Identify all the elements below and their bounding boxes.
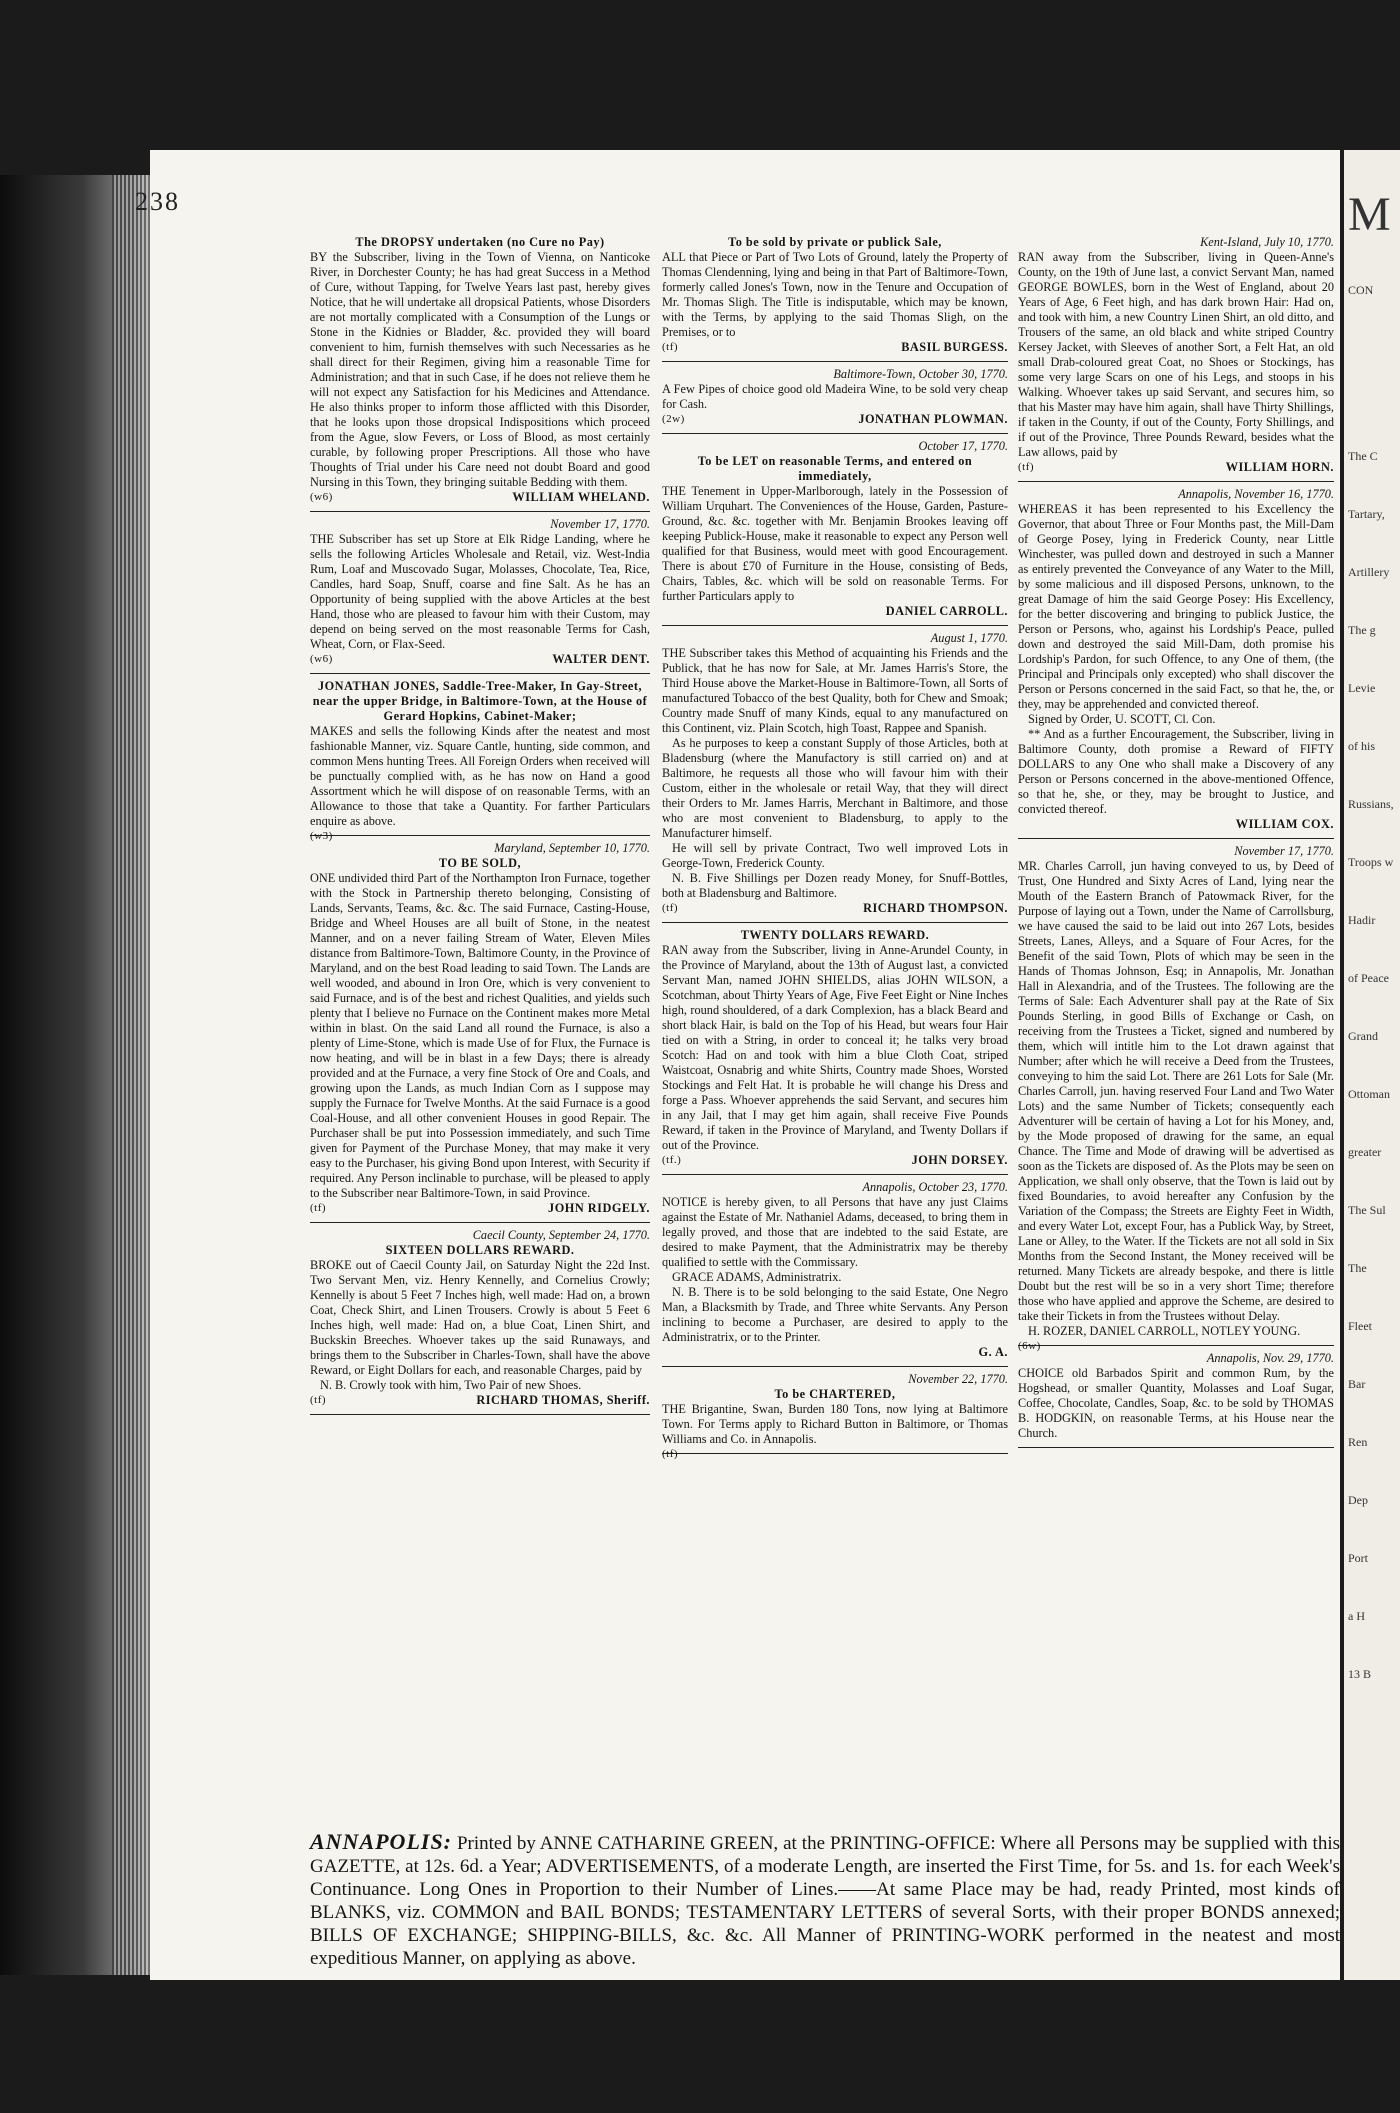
ad-run-tag: (tf)	[310, 1394, 327, 1406]
facing-page-fragment: a H	[1348, 1609, 1365, 1623]
facing-page-fragment: M	[1348, 188, 1391, 241]
imprint-place: ANNAPOLIS:	[310, 1829, 453, 1854]
column-rule	[662, 433, 1008, 434]
ad-paragraph: RAN away from the Subscriber, living in Queen-Anne's County, on the 19th of June last, a convict Servant Man, named GEORGE BOWLES, born in the West of England, about 20 Years of Age, 6 Feet high, and has dark brown Hair: Had on, and took with him, a new Country Linen Shirt, an old ditto, and Trousers of the same, an old black and white striped Country Kersey Jacket, with Sleeves of another Sort, a Felt Hat, an old small Drab-coloured great Coat, no Shoes or Stockings, has some very large Scars on one of his Legs, and stoops in his Walking. Whoever takes up said Servant, and secures him, so that his Master may have him again, shall have Thirty Shillings, if taken in the County, if out of the County, Forty Shillings, and if out of the Province, Three Pounds Reward, besides what the Law allows, paid by	[1018, 250, 1334, 459]
ad-date: November 22, 1770.	[908, 1372, 1008, 1386]
ad-paragraph: N. B. Five Shillings per Dozen ready Money, for Snuff-Bottles, both at Bladensburg and Baltimore.	[662, 871, 1008, 900]
advertisement	[662, 1180, 1008, 1360]
facing-page-fragment: The g	[1348, 623, 1376, 637]
column-rule	[1018, 481, 1334, 482]
ad-paragraph: RAN away from the Subscriber, living in Anne-Arundel County, in the Province of Maryland, about the 13th of August last, a convicted Servant Man, named JOHN SHIELDS, alias JOHN WILSON, a Scotchman, about Thirty Years of Age, Five Feet Eight or Nine Inches high, round shouldered, of a dark Complexion, has a black Beard and short black Hair, is bald on the Top of his Head, but wears four Hair tied on with a String, in order to conceal it; he talks very broad Scotch: Had on and took with him a blue Cloth Coat, striped Waistcoat, Osnabrig and white Shirts, Country made Shoes, Worsted Stockings and Felt Hat. It is probable he will change his Dress and forge a Pass. Whoever apprehends the said Servant, and secures him in any Jail, that I may get him again, shall receive Five Pounds Reward, if taken in the Province of Maryland, and Twenty Dollars if out of the Province.	[662, 943, 1008, 1152]
column-rule	[1018, 838, 1334, 839]
ad-run-tag: (w3)	[310, 830, 333, 842]
column-3	[1018, 235, 1334, 1453]
column-2	[662, 235, 1008, 1462]
facing-page-fragment: Levie	[1348, 681, 1376, 695]
ad-signature-line	[662, 1153, 1008, 1168]
ad-signature-line	[310, 1393, 650, 1408]
ad-date: November 17, 1770.	[550, 517, 650, 531]
ad-signature: DANIEL CARROLL.	[885, 604, 1008, 618]
ad-paragraph: ONE undivided third Part of the Northampton Iron Furnace, together with the Stock in Partnership thereto belonging, Consisting of Lands, Servants, Teams, &c. &c. The said Furnace, Casting-House, Bridge and Wheel Houses are all built of Stone, in the neatest Manner, and on a never failing Stream of Water, Eleven Miles distance from Baltimore-Town, Baltimore County, in the Province of Maryland, and on the best Road leading to said Town. The Lands are well wooded, and abound in Iron Ore, which is very convenient to said Furnace, and is of the best and richest Qualities, and yields such plenty that I believe no Furnace on the Continent makes more Metal within in blast. On the said Land all round the Furnace, is also a plenty of Lime-Stone, which is made Use of for Flux, the Furnace is now heating, and will be in blast in a few Days; there is already provided and at the Furnace, a very fine Stock of Ore and Coals, and growing upon the Lands, as much Indian Corn as I suppose may supply the Furnace for Twelve Months. At the said Furnace is a good Coal-House, and all other convenient Houses in good Repair. The Purchaser shall be put into Possession immediately, and such Time given for Payment of the Purchase Money, that may make it very easy to the Purchaser, his giving Bond upon Interest, with Security if required. Any Person inclinable to purchase, will be pleased to apply to the Subscriber near Baltimore-Town, in said Province.	[310, 871, 650, 1200]
ad-run-tag: (tf)	[1018, 461, 1035, 473]
ad-signature-line	[662, 340, 1008, 355]
ad-paragraph: He will sell by private Contract, Two well improved Lots in George-Town, Frederick County.	[662, 841, 1008, 870]
advertisement	[1018, 844, 1334, 1352]
facing-page-fragment: Dep	[1348, 1493, 1368, 1507]
ad-signature-line	[662, 412, 1008, 427]
ad-run-tag: (tf)	[662, 341, 679, 353]
ad-signature: WILLIAM WHELAND.	[512, 490, 650, 504]
facing-page-fragment: Ottoman	[1348, 1087, 1390, 1101]
ad-run-tag: (tf)	[662, 902, 679, 914]
advertisement	[662, 928, 1008, 1168]
advertisement	[662, 367, 1008, 427]
facing-page-fragment: 13 B	[1348, 1667, 1372, 1681]
ad-paragraph: As he purposes to keep a constant Supply of those Articles, both at Bladensburg (where the Manufactory is still carried on) and at Baltimore, he requests all those who will favour him with their Custom, either in the wholesale or retail Way, that they will direct their Orders to Mr. James Harris, Merchant in Baltimore, and those who are most convenient to Bladensburg, to apply to the Manufacturer himself.	[662, 736, 1008, 840]
column-rule	[662, 1366, 1008, 1367]
column-rule	[310, 835, 650, 836]
facing-page-fragment: Tartary,	[1348, 507, 1385, 521]
advertisement	[1018, 1351, 1334, 1441]
facing-page-fragment: of Peace	[1348, 971, 1389, 985]
advertisement	[1018, 487, 1334, 832]
ad-heading: TWENTY DOLLARS REWARD.	[740, 928, 930, 942]
column-rule	[310, 511, 650, 512]
ad-date: Annapolis, October 23, 1770.	[862, 1180, 1008, 1194]
ad-heading: SIXTEEN DOLLARS REWARD.	[385, 1243, 575, 1257]
ad-heading: TO BE SOLD,	[438, 856, 522, 870]
facing-page-fragment: Fleet	[1348, 1319, 1372, 1333]
ad-paragraph: ALL that Piece or Part of Two Lots of Ground, lately the Property of Thomas Clendenning, lying and being in that Part of Baltimore-Town, formerly called Jones's Town, now in the Tenure and Occupation of Mr. Thomas Sligh. The Title is indisputable, which may be known, with the Terms, by applying to the said Thomas Sligh, on the Premises, or to	[662, 250, 1008, 339]
ad-paragraph: Signed by Order, U. SCOTT, Cl. Con.	[1028, 712, 1216, 726]
ad-run-tag: (2w)	[662, 413, 685, 425]
ad-paragraph: WHEREAS it has been represented to his Excellency the Governor, that about Three or Four Months past, the Mill-Dam of George Posey, lying in Frederick County, near Little Winchester, was pulled down and destroyed in such a Manner as entirely prevented the Conveyance of any Water to the Mill, by some malicious and ill disposed Persons, unknown, to the great Damage of him the said George Posey: His Excellency, for the better discovering and bringing to publick Justice, the Person or Persons, who, against his Lordship's Peace, pulled down and destroyed the said Mill-Dam, doth promise his Lordship's Pardon, for such Offence, to any One of them, (the Principal and Principals only excepted) who shall discover the Person or Persons concerned in the said Fact, so that he, the, or they, may be apprehended and convicted thereof.	[1018, 502, 1334, 711]
ad-paragraph: THE Tenement in Upper-Marlborough, lately in the Possession of William Urquhart. The Conveniences of the House, Garden, Pasture-Ground, &c. &c. together with Mr. Benjamin Brookes leaving off keeping Publick-House, make it reasonable to expect any Person well qualified for that Business, would meet with good Encouragement. There is about £70 of Furniture in the House, consisting of Beds, Chairs, Tables, &c. which will be sold on reasonable Terms. For further Particulars apply to	[662, 484, 1008, 603]
ad-heading: JONATHAN JONES, Saddle-Tree-Maker, In Gay-Street, near the upper Bridge, in Baltimore-Town, at the House of Gerard Hopkins, Cabinet-Maker;	[312, 679, 648, 723]
advertisement	[310, 517, 650, 667]
advertisement	[310, 1228, 650, 1408]
facing-page-fragment: CON	[1348, 283, 1374, 297]
facing-page-fragment: The	[1348, 1261, 1367, 1275]
column-rule	[310, 673, 650, 674]
column-rule	[310, 1414, 650, 1415]
ad-signature-line	[662, 604, 1008, 619]
ad-signature: RICHARD THOMPSON.	[863, 901, 1008, 915]
ad-paragraph: MAKES and sells the following Kinds after the neatest and most fashionable Manner, viz. Square Cantle, hunting, side common, and common Mens hunting Trees. All Foreign Orders when received will be punctually complied with, as he has now on Hand a good Assortment which he will dispose of on reasonable Terms, with an Allowance to those that take a Quantity. For farther Particulars enquire as above.	[310, 724, 650, 828]
ad-paragraph: BY the Subscriber, living in the Town of Vienna, on Nanticoke River, in Dorchester County; he has had great Success in a Method of Cure, without Tapping, for Twelve Years last past, hereby gives Notice, that he will undertake all dropsical Patients, whose Disorders are not mortally complicated with a Consumption of the Lungs or Stone in the Kidnies or Bladder, &c. provided they will board convenient to him, furnish themselves with such Necessaries as he shall direct for their Regimen, giving him a reasonable Time for Administration; and that in such Case, if he does not relieve them he will not expect any Satisfaction for his Medicines and Attendance. He also thinks proper to inform those afflicted with this Disorder, that he looks upon those dropsical Indispositions which proceed from the Ague, slow Fevers, or Loss of Blood, as most certainly curable, by following proper Prescriptions. All those who have Thoughts of Trial under his Care need not doubt Board and good Nursing in this Town, they bringing suitable Bedding with them.	[310, 250, 650, 489]
facing-page-fragment: Bar	[1348, 1377, 1366, 1391]
facing-page-fragment: Troops w	[1348, 855, 1394, 869]
ad-date: November 17, 1770.	[1234, 844, 1334, 858]
ad-run-tag: (tf)	[662, 1448, 679, 1460]
ad-signature-line	[310, 652, 650, 667]
page-number: 238	[135, 187, 180, 216]
ad-heading: To be LET on reasonable Terms, and entered on immediately,	[697, 454, 973, 483]
ad-paragraph: THE Brigantine, Swan, Burden 180 Tons, now lying at Baltimore Town. For Terms apply to Richard Button in Baltimore, or Thomas Williams and Co. in Annapolis.	[662, 1402, 1008, 1446]
ad-signature: WILLIAM HORN.	[1225, 460, 1334, 474]
advertisement	[310, 235, 650, 505]
ad-signature-line	[310, 1201, 650, 1216]
ad-signature: RICHARD THOMAS, Sheriff.	[476, 1393, 650, 1407]
advertisement	[662, 631, 1008, 916]
ad-date: Maryland, September 10, 1770.	[494, 841, 650, 855]
facing-page-edge	[1340, 150, 1400, 1980]
ad-heading: To be sold by private or publick Sale,	[728, 235, 942, 249]
ad-run-tag: (tf)	[310, 1202, 327, 1214]
imprint-footer	[310, 1830, 1340, 1970]
imprint-text: Printed by ANNE CATHARINE GREEN, at the PRINTING-OFFICE: Where all Persons may be supplied with this GAZETTE, at 12s. 6d. a Year; ADVERTISEMENTS, of a moderate Length, are inserted the First Time, for 5s. and 1s. for each Week's Continuance. Long Ones in Proportion to their Number of Lines.——At same Place may be had, ready Printed, most kinds of BLANKS, viz. COMMON and BAIL BONDS; TESTAMENTARY LETTERS of several Sorts, with their proper BONDS annexed; BILLS OF EXCHANGE; SHIPPING-BILLS, &c. &c. All Manner of PRINTING-WORK performed in the neatest and most expeditious Manner, on applying as above.	[310, 1833, 1341, 1969]
ad-date: Annapolis, Nov. 29, 1770.	[1206, 1351, 1334, 1365]
advertisement	[662, 235, 1008, 355]
facing-page-fragment: The C	[1348, 449, 1378, 463]
advertisement	[662, 439, 1008, 619]
ad-heading: The DROPSY undertaken (no Cure no Pay)	[355, 235, 605, 249]
advertisement	[662, 1372, 1008, 1460]
page-edges	[112, 175, 152, 1975]
ad-paragraph: THE Subscriber takes this Method of acquainting his Friends and the Publick, that he has now for Sale, at Mr. James Harris's Store, the Third House above the Market-House in Baltimore-Town, all Sorts of manufactured Tobacco of the best Quality, both for Chew and Smoak; Country made Snuff of many Kinds, equal to any manufactured on this Continent, viz. Plain Scotch, high Toast, Rappee and Spanish.	[662, 646, 1008, 735]
facing-page-fragment: greater	[1348, 1145, 1382, 1159]
column-rule	[310, 1222, 650, 1223]
facing-page-fragment: Artillery	[1348, 565, 1390, 579]
column-rule	[662, 1453, 1008, 1454]
ad-run-tag: (w6)	[310, 491, 333, 503]
ad-date: Caecil County, September 24, 1770.	[472, 1228, 650, 1242]
facing-page-fragment: Russians,	[1348, 797, 1394, 811]
facing-page-fragment: of his	[1348, 739, 1375, 753]
column-1	[310, 235, 650, 1420]
ad-date: October 17, 1770.	[918, 439, 1008, 453]
ad-paragraph: GRACE ADAMS, Administratrix.	[672, 1270, 842, 1284]
facing-page-fragment: The Sul	[1348, 1203, 1386, 1217]
ad-run-tag: (6w)	[1018, 1340, 1041, 1352]
ad-date: August 1, 1770.	[930, 631, 1008, 645]
ad-signature-line	[662, 901, 1008, 916]
facing-page-fragment: Grand	[1348, 1029, 1378, 1043]
ad-signature: JOHN RIDGELY.	[548, 1201, 650, 1215]
ad-signature: JOHN DORSEY.	[911, 1153, 1008, 1167]
ad-paragraph: N. B. There is to be sold belonging to the said Estate, One Negro Man, a Blacksmith by Trade, and Three white Servants. Any Person inclining to become a Purchaser, are desired to apply to the Administratrix, or to the Printer.	[662, 1285, 1008, 1344]
ad-date: Annapolis, November 16, 1770.	[1178, 487, 1334, 501]
ad-paragraph: NOTICE is hereby given, to all Persons that have any just Claims against the Estate of Mr. Nathaniel Adams, deceased, to bring them in legally proved, and those that are indebted to the said Estate, are desired to make Payment, that the Administratrix may be thereby qualified to settle with the Commissary.	[662, 1195, 1008, 1269]
ad-signature: WALTER DENT.	[552, 652, 650, 666]
ad-date: Baltimore-Town, October 30, 1770.	[833, 367, 1008, 381]
ad-signature: JONATHAN PLOWMAN.	[858, 412, 1008, 426]
ad-signature-line	[662, 1345, 1008, 1360]
ad-signature-line	[1018, 460, 1334, 475]
ad-date: Kent-Island, July 10, 1770.	[1200, 235, 1334, 249]
ad-paragraph: H. ROZER, DANIEL CARROLL, NOTLEY YOUNG.	[1028, 1324, 1301, 1338]
advertisement	[310, 679, 650, 842]
column-rule	[662, 1174, 1008, 1175]
column-rule	[1018, 1345, 1334, 1346]
ad-signature: BASIL BURGESS.	[901, 340, 1008, 354]
facing-page-fragment: Port	[1348, 1551, 1369, 1565]
ad-paragraph: ** And as a further Encouragement, the Subscriber, living in Baltimore County, doth promise a Reward of FIFTY DOLLARS to any One who shall make a Discovery of any Person or Persons concerned in the above-mentioned Offence, so that he, she, or they, may be brought to Justice, and convicted thereof.	[1018, 727, 1334, 816]
ad-heading: To be CHARTERED,	[774, 1387, 896, 1401]
column-rule	[662, 625, 1008, 626]
advertisement	[310, 841, 650, 1216]
ad-paragraph: MR. Charles Carroll, jun having conveyed to us, by Deed of Trust, One Hundred and Sixty Acres of Land, lying near the Mouth of the Eastern Branch of Patowmack River, for the Purpose of laying out a Town, under the Name of Carrollsburg, we have caused the said to be laid out into 267 Lots, besides Streets, Lanes, Alleys, and a Square of Four Acres, for the Benefit of the said Town, Plots of which may be seen in the Hands of Thomas Johnson, Esq; in Annapolis, Mr. Jonathan Hall in Alexandria, and of the Trustees. The following are the Terms of Sale: Each Adventurer shall pay at the Rate of Six Pounds Sterling, in good Bills of Exchange or Cash, on receiving from the Trustees a Ticket, signed and numbered by them, which will intitle him to the Lot drawn against that Number; after which he will receive a Deed from the Trustees, conveying to him the said Lot. There are 261 Lots for Sale (Mr. Charles Carroll, jun. having reserved Four Land and Two Water Lots) and the same Number of Tickets; consequently each Adventurer will be certain of having a Lot for his Money, and, by the Mode proposed of drawing for the same, an equal Chance. The Time and Mode of drawing will be advertised as soon as the Tickets are disposed of. As the Plots may be seen on Application, we shall only observe, that the Town is laid out by fixed Boundaries, to avoid hereafter any Confusion by the Variation of the Compass; the Streets are Eighty Feet in Width, and every Water Lot, except Four, has a Publick Way, by Street, Lane or Alley, to the Water. If the Tickets are not all sold in Six Months from the Second Instant, the Money received will be returned. Many Tickets are already bespoke, and there is little Doubt but the rest will be so in a very short Time; therefore those who have applied and approve the Scheme, are desired to take their Tickets in from the Trustees without Delay.	[1018, 859, 1334, 1323]
advertisement	[1018, 235, 1334, 475]
facing-page-fragment: Ren	[1348, 1435, 1368, 1449]
facing-page-fragment: Hadir	[1348, 913, 1376, 927]
ad-signature: G. A.	[978, 1345, 1008, 1359]
column-rule	[1018, 1447, 1334, 1448]
column-rule	[662, 361, 1008, 362]
ad-signature: WILLIAM COX.	[1235, 817, 1334, 831]
ad-signature-line	[1018, 817, 1334, 832]
ad-paragraph: A Few Pipes of choice good old Madeira Wine, to be sold very cheap for Cash.	[662, 382, 1008, 411]
ad-paragraph: CHOICE old Barbados Spirit and common Rum, by the Hogshead, or smaller Quantity, Molasses and Loaf Sugar, Coffee, Chocolate, Candles, Soap, &c. to be sold by THOMAS B. HODGKIN, on reasonable Terms, at his House near the Church.	[1018, 1366, 1334, 1440]
ad-signature-line	[310, 490, 650, 505]
ad-run-tag: (w6)	[310, 653, 333, 665]
ad-run-tag: (tf.)	[662, 1154, 682, 1166]
ad-paragraph: N. B. Crowly took with him, Two Pair of new Shoes.	[320, 1378, 582, 1392]
column-rule	[662, 922, 1008, 923]
ad-paragraph: THE Subscriber has set up Store at Elk Ridge Landing, where he sells the following Articles Wholesale and Retail, viz. West-India Rum, Loaf and Muscovado Sugar, Molasses, Chocolate, Tea, Rice, Candles, hard Soap, Snuff, coarse and fine Salt. As he has an Opportunity of being supplied with the above Articles at the best Hand, those who are pleased to favour him with their Custom, may depend on being served on the most reasonable Terms for Cash, Wheat, Corn, or Flax-Seed.	[310, 532, 650, 651]
ad-paragraph: BROKE out of Caecil County Jail, on Saturday Night the 22d Inst. Two Servant Men, viz. Henry Kennelly, and Cornelius Crowly; Kennelly is about 5 Feet 7 Inches high, well made: Had on, a brown Coat, Check Shirt, and Linen Trousers. Crowly is about 5 Feet 6 Inches high, well made: Had on, a blue Coat, Linen Shirt, and Buckskin Breeches. Whoever takes up the said Runaways, and brings them to the Subscriber in Charles-Town, shall have the above Reward, or Eight Dollars for each, and reasonable Charges, paid by	[310, 1258, 650, 1377]
